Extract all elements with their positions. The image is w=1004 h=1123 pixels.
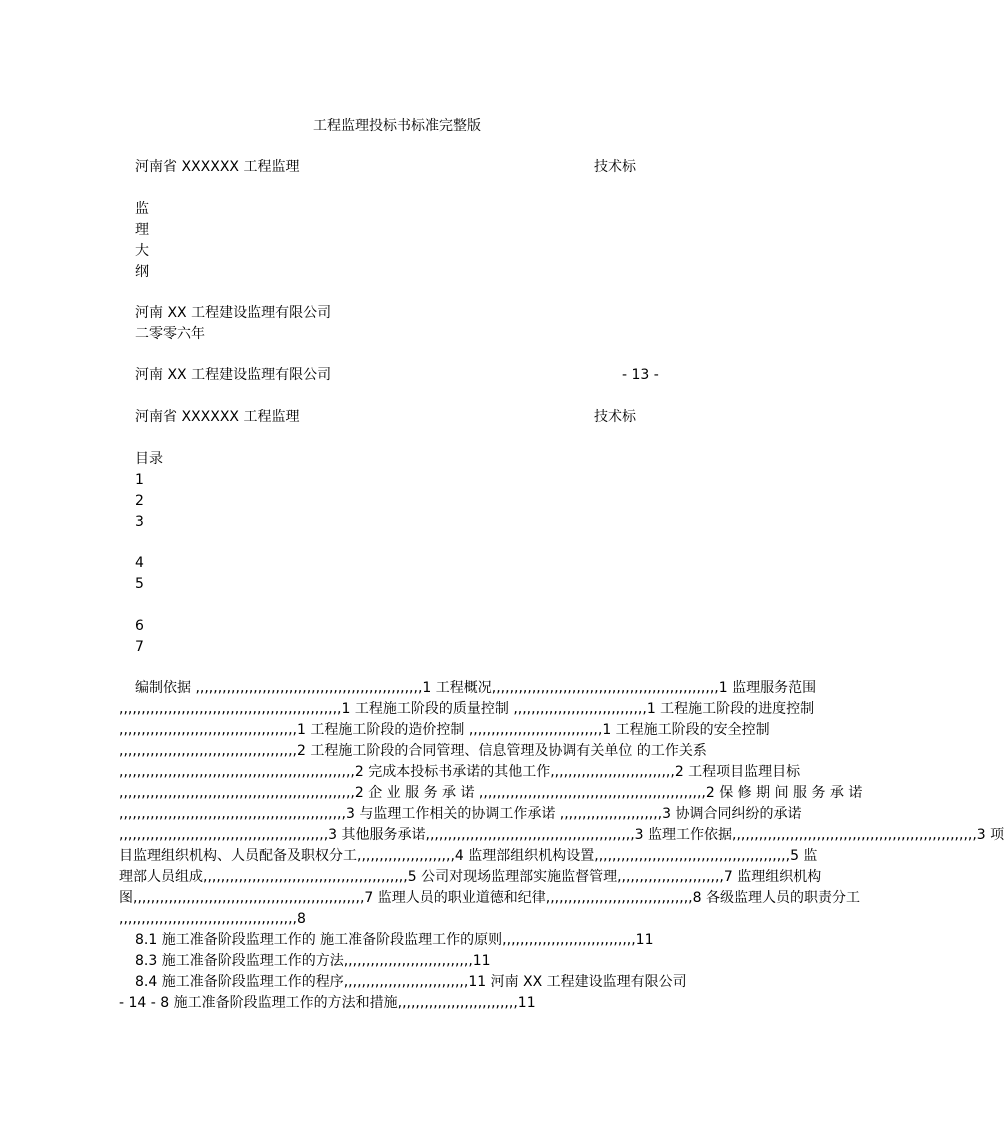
header-left: 河南省 XXXXXX 工程监理 [135,159,300,175]
toc-number: 7 [135,639,144,655]
toc-line: 图,,,,,,,,,,,,,,,,,,,,,,,,,,,,,,,,,,,,,,,,,,,,,,,,,,,,7 监理人员的职业道德和纪律,,,,,,,,,,,,,,,,,,,,,,,,,,,,,,,,,8 各级监理人员的职责分工 [119,890,860,906]
toc-line: ,,,,,,,,,,,,,,,,,,,,,,,,,,,,,,,,,,,,,,,,,,,,,,,,,,,,,2 完成本投标书承诺的其他工作,,,,,,,,,,,,,,,,,,,,,,,,,,,,2 工程项目监理目标 [119,764,801,780]
toc-line: 编制依据 ,,,,,,,,,,,,,,,,,,,,,,,,,,,,,,,,,,,,,,,,,,,,,,,,,,,1 工程概况,,,,,,,,,,,,,,,,,,,,,,,,,,,,,,,,,,,,,,,,,,,,,,,,,,,1 监理服务范围 [135,680,817,696]
toc-line: ,,,,,,,,,,,,,,,,,,,,,,,,,,,,,,,,,,,,,,,,1 工程施工阶段的造价控制 ,,,,,,,,,,,,,,,,,,,,,,,,,,,,,,1 工程施工阶段的安全控制 [119,722,770,738]
toc-number: 6 [135,618,144,634]
footer-company: 河南 XX 工程建设监理有限公司 [135,367,332,383]
toc-number: 4 [135,555,144,571]
toc-line: ,,,,,,,,,,,,,,,,,,,,,,,,,,,,,,,,,,,,,,,,2 工程施工阶段的合同管理、信息管理及协调有关单位 的工作关系 [119,743,707,759]
toc-line: ,,,,,,,,,,,,,,,,,,,,,,,,,,,,,,,,,,,,,,,,8 [119,911,306,927]
toc-line: ,,,,,,,,,,,,,,,,,,,,,,,,,,,,,,,,,,,,,,,,,,,,,,,,,,1 工程施工阶段的质量控制 ,,,,,,,,,,,,,,,,,,,,,,,,,,,,,,1 工程施工阶段的进度控制 [119,701,815,717]
toc-sub-line: - 14 - 8 施工准备阶段监理工作的方法和措施,,,,,,,,,,,,,,,,,,,,,,,,,,,11 [119,995,536,1011]
toc-title: 目录 [135,451,163,467]
header-right: 技术标 [594,159,636,175]
document-date: 二零零六年 [135,326,205,342]
toc-sub-line: 8.1 施工准备阶段监理工作的 施工准备阶段监理工作的原则,,,,,,,,,,,,,,,,,,,,,,,,,,,,,,11 [135,932,654,948]
toc-sub-line: 8.4 施工准备阶段监理工作的程序,,,,,,,,,,,,,,,,,,,,,,,,,,,,11 河南 XX 工程建设监理有限公司 [135,974,687,990]
company-name: 河南 XX 工程建设监理有限公司 [135,305,332,321]
toc-number: 5 [135,576,144,592]
footer-page-number: - 13 - [622,367,659,383]
vertical-char-3: 大 [135,243,149,259]
toc-number: 3 [135,514,144,530]
toc-number: 2 [135,493,144,509]
vertical-char-4: 纲 [135,264,149,280]
toc-line: ,,,,,,,,,,,,,,,,,,,,,,,,,,,,,,,,,,,,,,,,,,,,,,,,,,,3 与监理工作相关的协调工作承诺 ,,,,,,,,,,,,,,,,,,,,,,,3 协调合同纠纷的承诺 [119,806,802,822]
header2-right: 技术标 [594,409,636,425]
toc-number: 1 [135,472,144,488]
toc-sub-line: 8.3 施工准备阶段监理工作的方法,,,,,,,,,,,,,,,,,,,,,,,,,,,,,11 [135,953,491,969]
toc-line: ,,,,,,,,,,,,,,,,,,,,,,,,,,,,,,,,,,,,,,,,,,,,,,,3 其他服务承诺,,,,,,,,,,,,,,,,,,,,,,,,,,,,,,,,,,,,,,,,,,,,,,,3 监理工作依据,,,,,,,,,,,,,,,,,,,,,,,,,,,,,,,,,,,,,,,,,,,,,,,,,,,,,,,3 项 [119,827,1004,843]
header2-left: 河南省 XXXXXX 工程监理 [135,409,300,425]
toc-line: ,,,,,,,,,,,,,,,,,,,,,,,,,,,,,,,,,,,,,,,,,,,,,,,,,,,,,2 企 业 服 务 承 诺 ,,,,,,,,,,,,,,,,,,,,,,,,,,,,,,,,,,,,,,,,,,,,,,,,,,,2 保 修 期 间 服 务 承 诺 [119,785,863,801]
vertical-char-1: 监 [135,201,149,217]
toc-line: 理部人员组成,,,,,,,,,,,,,,,,,,,,,,,,,,,,,,,,,,,,,,,,,,,,,,5 公司对现场监理部实施监督管理,,,,,,,,,,,,,,,,,,,,,,,,7 监理组织机构 [119,869,822,885]
vertical-char-2: 理 [135,222,149,238]
toc-line: 目监理组织机构、人员配备及职权分工,,,,,,,,,,,,,,,,,,,,,,4 监理部组织机构设置,,,,,,,,,,,,,,,,,,,,,,,,,,,,,,,,,,,,,,,,,,,,5 监 [119,848,818,864]
document-title: 工程监理投标书标准完整版 [313,118,481,134]
